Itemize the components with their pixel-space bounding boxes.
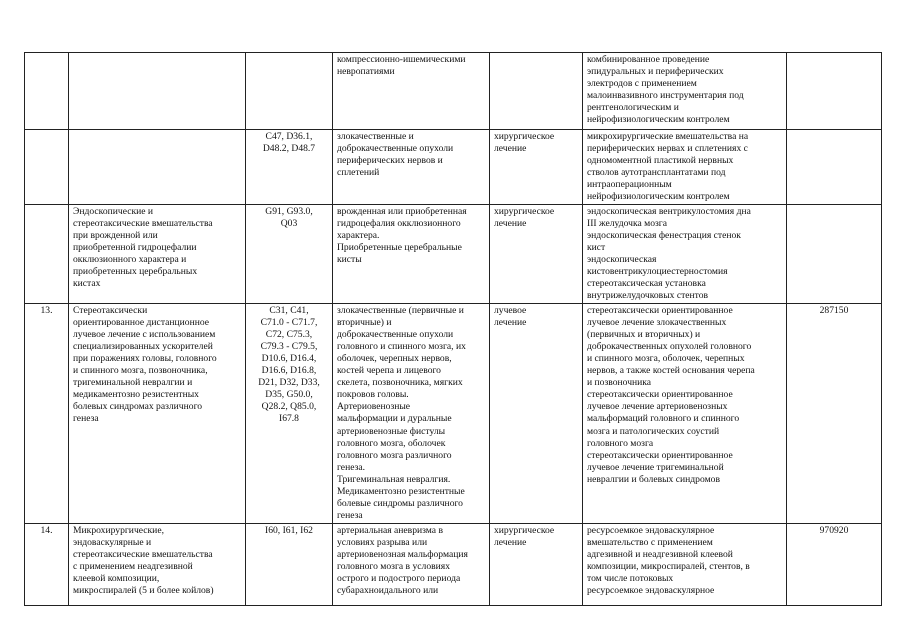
- table-row: [25, 523, 882, 605]
- cell-text-line: Тригеминальная невралгия.: [337, 473, 451, 485]
- cell-text-line: головного мозга, оболочек: [337, 437, 446, 449]
- cell-text-line: хирургическое: [494, 524, 555, 536]
- cell-text-line: комбинированное проведение: [587, 54, 710, 65]
- cell-text-line: головного мозга различного: [337, 449, 452, 461]
- cell-text-line: 14.: [40, 524, 53, 536]
- cell-text-line: гидроцефалия окклюзионного: [337, 217, 461, 229]
- cost-cell: [787, 53, 882, 130]
- cell-text-line: лучевое лечение артериовенозных: [587, 401, 728, 413]
- cell-text-line: лечение: [494, 316, 527, 328]
- cell-text-line: генеза: [337, 510, 363, 522]
- cell-text-line: Микрохирургические,: [73, 524, 164, 536]
- treatment-method-cell: [583, 204, 787, 303]
- cell-text-line: специализированных ускорителей: [73, 340, 213, 352]
- row-number-cell: [25, 130, 69, 205]
- cell-text-line: Q28.2, Q85.0,: [261, 401, 317, 413]
- table-row: [25, 303, 882, 523]
- cost-cell: [787, 204, 882, 303]
- cell-text-line: внутрижелудочковых стентов: [587, 290, 709, 302]
- cell-text-line: малоинвазивного инструментария под: [587, 90, 744, 102]
- cell-text-line: лучевое: [494, 304, 527, 316]
- cell-text-line: кистовентрикулоциестерностомия: [587, 266, 728, 278]
- cell-text-line: Стереотаксически: [73, 304, 148, 316]
- cell-text-line: и спинного мозга, оболочек, черепных: [587, 352, 745, 364]
- cell-text-line: и позвоночника: [587, 377, 652, 389]
- cell-text-line: компрессионно-ишемическими: [337, 54, 466, 65]
- cell-text-line: приобретенных церебральных: [73, 266, 198, 278]
- cell-text-line: эндоваскулярные и: [73, 536, 152, 548]
- cell-text-line: при поражениях головы, головного: [73, 352, 217, 364]
- table-row: [25, 53, 882, 130]
- cell-text-line: генеза.: [337, 461, 366, 473]
- cell-text-line: нейрофизиологическим контролем: [587, 114, 730, 126]
- cell-text-line: сплетений: [337, 167, 380, 179]
- cell-text-line: том числе потоковых: [587, 572, 674, 584]
- cell-text-line: субарахноидального или: [337, 585, 439, 597]
- cell-text-line: мозга и патологических соустий: [587, 425, 720, 437]
- cell-text-line: I60, I61, I62: [265, 524, 313, 536]
- treatment-method-cell: [583, 53, 787, 130]
- cell-text-line: эндоскопическая фенестрация стенок: [587, 229, 741, 241]
- cell-text-line: тригеминальной невралгии и: [73, 377, 193, 389]
- patient-model-cell: [333, 204, 490, 303]
- cell-text-line: невралгии и болевых синдромов: [587, 473, 720, 485]
- cost-cell: [787, 303, 882, 523]
- cell-text-line: I67.8: [279, 413, 299, 425]
- icd-codes-cell: [246, 523, 333, 605]
- row-number-cell: [25, 523, 69, 605]
- cell-text-line: Эндоскопические и: [73, 205, 154, 217]
- icd-codes-cell: [246, 130, 333, 205]
- cell-text-line: доброкачественные опухоли: [337, 143, 454, 155]
- cell-text-line: Q03: [280, 217, 298, 229]
- cell-text-line: головного и спинного мозга, их: [337, 340, 466, 352]
- treatment-method-cell: [583, 523, 787, 605]
- cell-text-line: эндоскопическая: [587, 253, 657, 265]
- cell-text-line: мальформаций головного и спинного: [587, 413, 740, 425]
- cell-text-line: скелета, позвоночника, мягких: [337, 377, 463, 389]
- cell-text-line: D10.6, D16.4,: [261, 352, 317, 364]
- row-number-cell: [25, 204, 69, 303]
- cell-text-line: вторичные) и: [337, 316, 392, 328]
- cell-text-line: стереотаксически ориентированное: [587, 304, 733, 316]
- cell-text-line: 287150: [819, 304, 849, 316]
- cell-text-line: стволов аутотрансплантатами под: [587, 167, 726, 179]
- cell-text-line: острого и подострого периода: [337, 572, 461, 584]
- cell-text-line: условиях разрыва или: [337, 536, 428, 548]
- treatment-type-cell: [490, 303, 583, 523]
- cell-text-line: вмешательство с применением: [587, 536, 713, 548]
- cell-text-line: покровов головы.: [337, 389, 409, 401]
- cell-text-line: адгезивной и неадгезивной клеевой: [587, 548, 733, 560]
- cell-text-line: композиции, микроспиралей, стентов, в: [587, 560, 750, 572]
- icd-codes-cell: [246, 303, 333, 523]
- cell-text-line: медикаментозно резистентных: [73, 389, 199, 401]
- cell-text-line: электродов с применением: [587, 78, 697, 90]
- care-type-cell: [69, 204, 246, 303]
- cell-text-line: C79.3 - C79.5,: [260, 340, 318, 352]
- care-type-cell: [69, 303, 246, 523]
- treatment-method-cell: [583, 130, 787, 205]
- cell-text-line: (первичных и вторичных) и: [587, 328, 701, 340]
- table-row: [25, 130, 882, 205]
- cell-text-line: злокачественные (первичные и: [337, 304, 464, 316]
- cell-text-line: C72, C75.3,: [265, 328, 313, 340]
- cell-text-line: врожденная или приобретенная: [337, 205, 467, 217]
- cell-text-line: стереотаксические вмешательства: [73, 548, 213, 560]
- row-number-cell: [25, 303, 69, 523]
- cell-text-line: стереотаксически ориентированное: [587, 389, 733, 401]
- cell-text-line: болевые синдромы различного: [337, 498, 463, 510]
- cell-text-line: D16.6, D16.8,: [261, 365, 317, 377]
- cell-text-line: злокачественные и: [337, 131, 414, 142]
- care-type-cell: [69, 523, 246, 605]
- care-type-cell: [69, 53, 246, 130]
- cell-text-line: лучевое лечение с использованием: [73, 328, 216, 340]
- cell-text-line: нервов, а также костей основания черепа: [587, 365, 755, 377]
- care-type-cell: [69, 130, 246, 205]
- patient-model-cell: [333, 303, 490, 523]
- cell-text-line: хирургическое: [494, 131, 555, 142]
- medical-care-table: [24, 52, 882, 606]
- cell-text-line: III желудочка мозга: [587, 217, 668, 229]
- cell-text-line: доброкачественных опухолей головного: [587, 340, 752, 352]
- cell-text-line: Медикаментозно резистентные: [337, 485, 465, 497]
- cell-text-line: лечение: [494, 143, 527, 155]
- cell-text-line: эпидуральных и периферических: [587, 66, 724, 78]
- cell-text-line: ресурсоемкое эндоваскулярное: [587, 585, 715, 597]
- cell-text-line: микрохирургические вмешательства на: [587, 131, 749, 142]
- cell-text-line: эндоскопическая вентрикулостомия дна: [587, 205, 751, 217]
- table-row: [25, 204, 882, 303]
- treatment-type-cell: [490, 53, 583, 130]
- patient-model-cell: [333, 53, 490, 130]
- cell-text-line: ориентированное дистанционное: [73, 316, 210, 328]
- cell-text-line: окклюзионного характера и: [73, 253, 187, 265]
- cell-text-line: стереотаксически ориентированное: [587, 449, 733, 461]
- row-number-cell: [25, 53, 69, 130]
- cell-text-line: артериальная аневризма в: [337, 524, 443, 536]
- cell-text-line: D48.2, D48.7: [262, 143, 316, 155]
- cell-text-line: Приобретенные церебральные: [337, 241, 462, 253]
- cell-text-line: стереотаксическая установка: [587, 278, 706, 290]
- cell-text-line: костей черепа и лицевого: [337, 365, 441, 377]
- cell-text-line: кисты: [337, 253, 362, 265]
- cell-text-line: клеевой композиции,: [73, 572, 160, 584]
- cell-text-line: мальформации и дуральные: [337, 413, 452, 425]
- cell-text-line: ресурсоемкое эндоваскулярное: [587, 524, 715, 536]
- treatment-type-cell: [490, 523, 583, 605]
- cell-text-line: 970920: [819, 524, 849, 536]
- cell-text-line: приобретенной гидроцефалии: [73, 241, 197, 253]
- cell-text-line: болевых синдромах различного: [73, 401, 203, 413]
- cell-text-line: лучевое лечение тригеминальной: [587, 461, 724, 473]
- treatment-type-cell: [490, 204, 583, 303]
- cell-text-line: D35, G50.0,: [265, 389, 313, 401]
- cell-text-line: оболочек, черепных нервов,: [337, 352, 452, 364]
- patient-model-cell: [333, 130, 490, 205]
- cell-text-line: доброкачественные опухоли: [337, 328, 454, 340]
- cell-text-line: хирургическое: [494, 205, 555, 217]
- icd-codes-cell: [246, 53, 333, 130]
- cell-text-line: лучевое лечение злокачественных: [587, 316, 727, 328]
- cell-text-line: головного мозга в условиях: [337, 560, 450, 572]
- cell-text-line: лечение: [494, 536, 527, 548]
- cell-text-line: 13.: [40, 304, 53, 316]
- cell-text-line: D21, D32, D33,: [258, 377, 320, 389]
- cell-text-line: невропатиями: [337, 66, 395, 78]
- cost-cell: [787, 523, 882, 605]
- cell-text-line: Артериовенозные: [337, 401, 411, 413]
- cell-text-line: артериовенозные фистулы: [337, 425, 446, 437]
- cell-text-line: одномоментной пластикой нервных: [587, 155, 734, 167]
- cell-text-line: периферических нервов и: [337, 155, 443, 167]
- cell-text-line: и спинного мозга, позвоночника,: [73, 365, 208, 377]
- cell-text-line: интраоперационным: [587, 179, 672, 191]
- cell-text-line: кист: [587, 241, 606, 253]
- cell-text-line: головного мозга: [587, 437, 654, 449]
- cell-text-line: характера.: [337, 229, 380, 241]
- treatment-method-cell: [583, 303, 787, 523]
- cost-cell: [787, 130, 882, 205]
- icd-codes-cell: [246, 204, 333, 303]
- patient-model-cell: [333, 523, 490, 605]
- cell-text-line: микроспиралей (5 и более койлов): [73, 585, 214, 597]
- cell-text-line: нейрофизиологическим контролем: [587, 191, 730, 203]
- cell-text-line: с применением неадгезивной: [73, 560, 193, 572]
- cell-text-line: рентгенологическим и: [587, 102, 679, 114]
- cell-text-line: периферических нервах и сплетениях с: [587, 143, 748, 155]
- cell-text-line: кистах: [73, 278, 101, 290]
- cell-text-line: G91, G93.0,: [265, 205, 313, 217]
- treatment-type-cell: [490, 130, 583, 205]
- cell-text-line: генеза: [73, 413, 99, 425]
- cell-text-line: C47, D36.1,: [265, 131, 313, 142]
- cell-text-line: стереотаксические вмешательства: [73, 217, 213, 229]
- cell-text-line: артериовенозная мальформация: [337, 548, 468, 560]
- cell-text-line: при врожденной или: [73, 229, 158, 241]
- cell-text-line: C71.0 - C71.7,: [260, 316, 318, 328]
- cell-text-line: лечение: [494, 217, 527, 229]
- cell-text-line: C31, C41,: [269, 304, 309, 316]
